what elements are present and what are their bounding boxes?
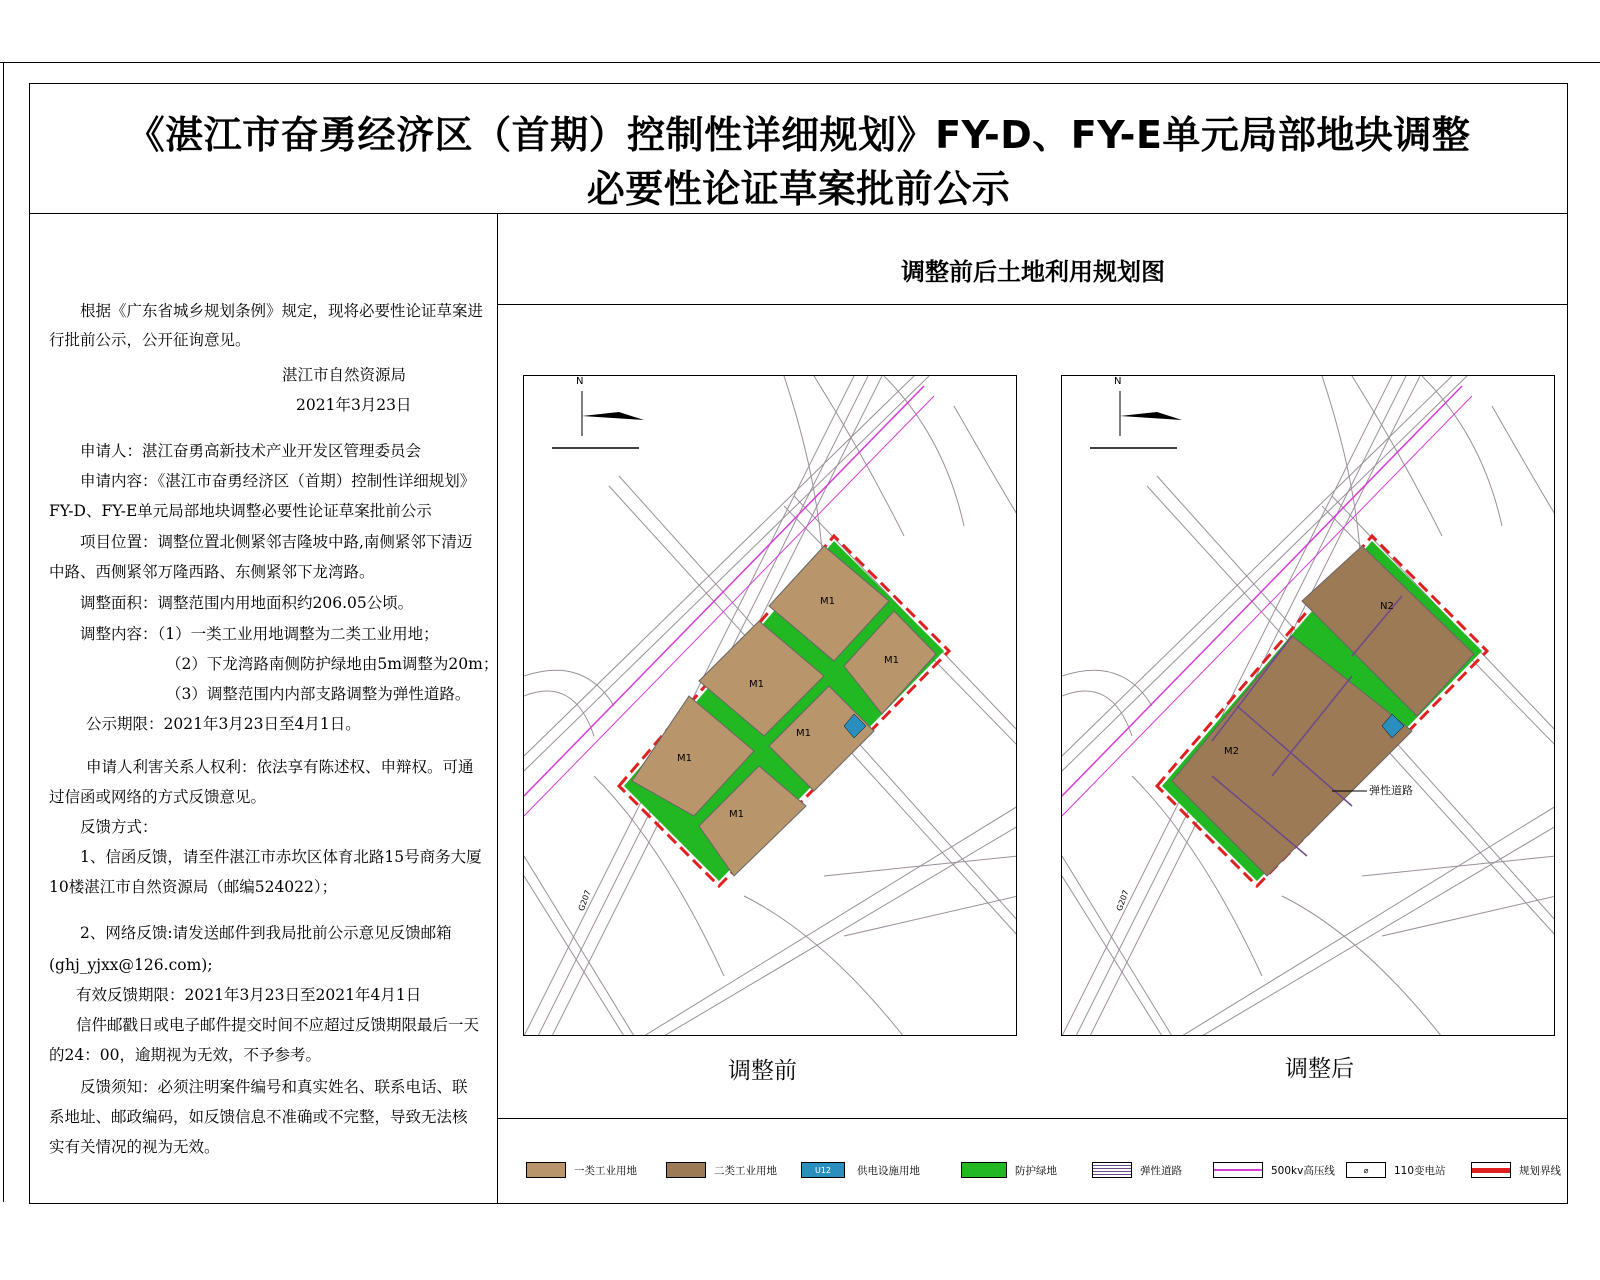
notice-valid-period: 有效反馈期限：2021年3月23日至2021年4月1日 <box>76 986 422 1004</box>
legend-hv-swatch <box>1213 1162 1263 1178</box>
parcel-label: M1 <box>749 679 764 690</box>
legend-sub <box>1346 1162 1446 1178</box>
notice-adjust-3: （3）调整范围内内部支路调整为弹性道路。 <box>166 685 471 703</box>
legend-m1 <box>526 1162 637 1178</box>
notice-content-1: 申请内容：《湛江市奋勇经济区（首期）控制性详细规划》 <box>80 472 476 490</box>
map-after <box>1061 375 1555 1036</box>
parcel-label: M2 <box>1224 746 1239 757</box>
parcel-label: M1 <box>677 753 692 764</box>
notice-area: 调整面积：调整范围内用地面积约206.05公顷。 <box>80 594 414 612</box>
parcel-label: M1 <box>820 596 835 607</box>
legend-elastic <box>1092 1162 1182 1178</box>
notice-must-2: 系地址、邮政编码，如反馈信息不准确或不完整，导致无法核 <box>49 1108 468 1126</box>
notice-rights-2: 过信函或网络的方式反馈意见。 <box>49 788 267 806</box>
legend-green-swatch <box>961 1162 1007 1178</box>
title-divider <box>29 213 1568 214</box>
notice-feedback-head: 反馈方式： <box>80 818 158 836</box>
map-before-drawing <box>524 376 1017 1036</box>
notice-content-2: FY-D、FY-E单元局部地块调整必要性论证草案批前公示 <box>49 502 432 520</box>
legend-m2 <box>666 1162 777 1178</box>
legend-hv-label: 500kv高压线 <box>1271 1164 1335 1177</box>
notice-date: 2021年3月23日 <box>296 396 412 414</box>
legend-boundary <box>1471 1162 1561 1178</box>
notice-feedback-2a: 2、网络反馈:请发送邮件到我局批前公示意见反馈邮箱 <box>80 924 452 942</box>
left-border <box>3 62 4 1202</box>
notice-feedback-1b: 10楼湛江市自然资源局（邮编524022）； <box>49 878 338 896</box>
notice-feedback-2b: (ghj_yjxx@126.com); <box>49 956 213 974</box>
road-tag: G207 <box>576 888 593 913</box>
parcel-label: M1 <box>884 655 899 666</box>
legend-m1-label: 一类工业用地 <box>574 1164 637 1177</box>
map-before-north-label: N <box>576 376 584 387</box>
legend-m1-swatch <box>526 1162 566 1178</box>
map-before-label: 调整前 <box>728 1058 797 1084</box>
legend-u12 <box>801 1162 920 1178</box>
notice-letter-1: 信件邮戳日或电子邮件提交时间不应超过反馈期限最后一天 <box>76 1016 480 1034</box>
notice-period: 公示期限：2021年3月23日至4月1日。 <box>86 715 361 733</box>
legend-boundary-label: 规划界线 <box>1519 1164 1561 1177</box>
legend-green-label: 防护绿地 <box>1015 1164 1057 1177</box>
legend-u12-label: 供电设施用地 <box>857 1164 920 1177</box>
notice-location-2: 中路、西侧紧邻万隆西路、东侧紧邻下龙湾路。 <box>49 563 375 581</box>
parcel-label: M1 <box>729 809 744 820</box>
parcel-label: M1 <box>796 728 811 739</box>
map-after-drawing <box>1062 376 1555 1036</box>
legend-hv <box>1213 1162 1335 1178</box>
notice-letter-2: 的24：00，逾期视为无效，不予参考。 <box>49 1046 321 1064</box>
notice-rights-1: 申请人利害关系人权利：依法享有陈述权、申辩权。可通 <box>86 758 474 776</box>
legend-sub-swatch: ⌀ <box>1346 1162 1386 1178</box>
top-border <box>0 62 1600 63</box>
legend-boundary-swatch <box>1471 1162 1511 1178</box>
legend-elastic-swatch <box>1092 1162 1132 1178</box>
legend-elastic-label: 弹性道路 <box>1140 1164 1182 1177</box>
legend-green <box>961 1162 1057 1178</box>
legend-divider <box>497 1118 1568 1119</box>
road-tag: G207 <box>1114 888 1131 913</box>
legend-m2-swatch <box>666 1162 706 1178</box>
notice-intro-1: 根据《广东省城乡规划条例》规定，现将必要性论证草案进 <box>80 302 484 320</box>
notice-feedback-1a: 1、信函反馈，请至件湛江市赤坎区体育北路15号商务大厦 <box>80 848 482 866</box>
notice-issuer: 湛江市自然资源局 <box>282 366 407 384</box>
notice-adjust-1: 调整内容：（1）一类工业用地调整为二类工业用地； <box>80 625 439 643</box>
notice-intro-2: 行批前公示，公开征询意见。 <box>49 331 251 349</box>
map-after-north-label: N <box>1114 376 1122 387</box>
page-title-line2: 必要性论证草案批前公示 <box>586 167 1011 211</box>
map-before <box>523 375 1017 1036</box>
notice-adjust-2: （2）下龙湾路南侧防护绿地由5m调整为20m； <box>166 655 499 673</box>
page-title-line1: 《湛江市奋勇经济区（首期）控制性详细规划》FY-D、FY-E单元局部地块调整 <box>126 113 1471 157</box>
legend-m2-label: 二类工业用地 <box>714 1164 777 1177</box>
column-divider <box>497 213 498 1204</box>
notice-must-3: 实有关情况的视为无效。 <box>49 1138 220 1156</box>
map-heading: 调整前后土地利用规划图 <box>901 258 1165 286</box>
map-after-label: 调整后 <box>1285 1056 1354 1082</box>
elastic-road-label: 弹性道路 <box>1369 784 1413 797</box>
legend-sub-label: 110变电站 <box>1394 1164 1446 1177</box>
map-heading-divider <box>497 304 1568 305</box>
notice-location-1: 项目位置：调整位置北侧紧邻吉隆坡中路,南侧紧邻下清迈 <box>80 533 473 551</box>
notice-applicant: 申请人：湛江奋勇高新技术产业开发区管理委员会 <box>80 442 422 460</box>
parcel-label: N2 <box>1380 601 1394 612</box>
legend-u12-swatch: U12 <box>801 1162 845 1178</box>
notice-must-1: 反馈须知：必须注明案件编号和真实姓名、联系电话、联 <box>80 1078 468 1096</box>
